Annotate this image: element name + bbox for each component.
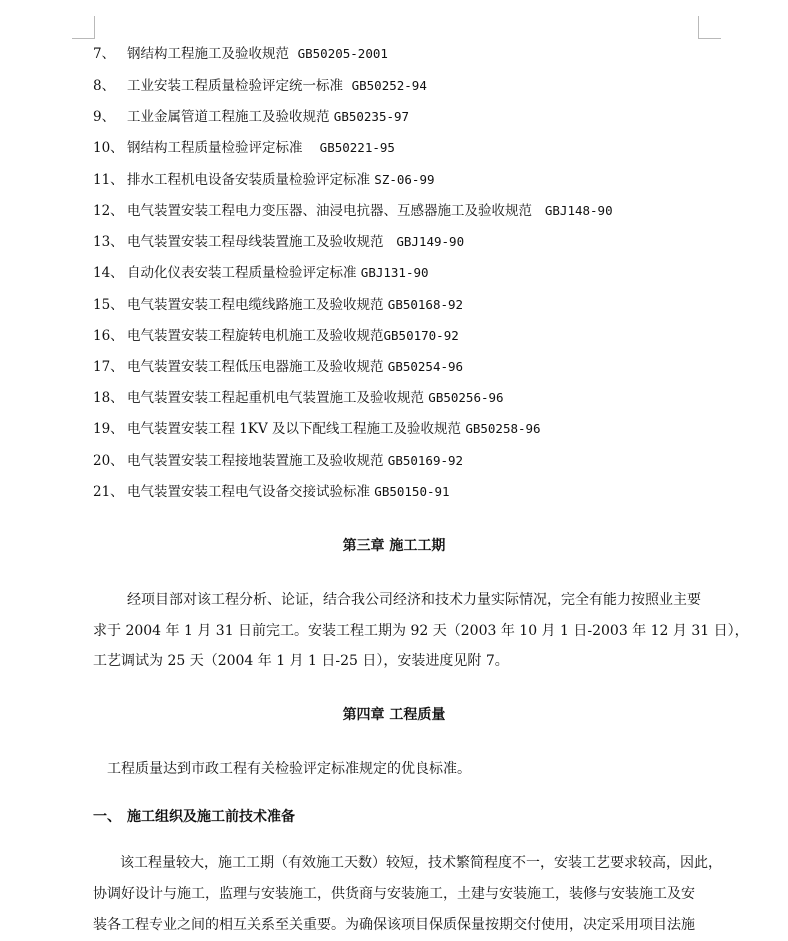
standard-title: 排水工程机电设备安装质量检验评定标准 (127, 172, 370, 188)
standard-code: GBJ148-90 (544, 203, 613, 218)
list-item: 14、 自动化仪表安装工程质量检验评定标准 GBJ131-90 (93, 265, 429, 281)
standard-title: 工业金属管道工程施工及验收规范 (127, 109, 330, 125)
crop-mark-top-right (698, 16, 721, 39)
standard-code: GB50235-97 (333, 109, 410, 124)
standard-title: 电气装置安装工程 1KV 及以下配线工程施工及验收规范 (127, 421, 462, 437)
standard-code: GB50169-92 (387, 453, 464, 468)
list-item: 16、 电气装置安装工程旋转电机施工及验收规范GB50170-92 (93, 328, 459, 344)
list-item: 9、 工业金属管道工程施工及验收规范 GB50235-97 (93, 109, 410, 125)
chapter3-title: 第三章 施工工期 (342, 538, 446, 554)
list-item: 11、 排水工程机电设备安装质量检验评定标准 SZ-06-99 (93, 172, 435, 188)
standard-title: 钢结构工程质量检验评定标准 (127, 140, 303, 156)
paragraph-line: 装各工程专业之间的相互关系至关重要。为确保该项目保质保量按期交付使用，决定采用项目法施 (93, 917, 695, 933)
standard-code: GB50252-94 (351, 78, 427, 93)
list-item: 19、 电气装置安装工程 1KV 及以下配线工程施工及验收规范 GB50258-96 (93, 421, 541, 437)
standard-title: 电气装置安装工程电缆线路施工及验收规范 (127, 297, 384, 313)
standard-title: 电气装置安装工程起重机电气装置施工及验收规范 (127, 390, 424, 406)
paragraph-line: 工艺调试为 25 天（2004 年 1 月 1 日-25 日），安装进度见附 7。 (93, 653, 509, 669)
chapter4-title: 第四章 工程质量 (342, 707, 446, 723)
list-item: 10、 钢结构工程质量检验评定标准 GB50221-95 (93, 140, 395, 156)
standard-code: GB50205-2001 (297, 46, 388, 61)
standard-code: GB50256-96 (428, 390, 504, 405)
standard-title: 电气装置安装工程电力变压器、油浸电抗器、互感器施工及验收规范 (127, 203, 532, 219)
paragraph-line: 求于 2004 年 1 月 31 日前完工。安装工程工期为 92 天（2003 年 10 月 1 日-2003 年 12 月 31 日）， (93, 623, 749, 639)
list-item: 17、 电气装置安装工程低压电器施工及验收规范 GB50254-96 (93, 359, 464, 375)
standard-code: GB50170-92 (383, 328, 459, 343)
list-item: 15、 电气装置安装工程电缆线路施工及验收规范 GB50168-92 (93, 297, 464, 313)
paragraph-line: 该工程量较大，施工工期（有效施工天数）较短，技术繁简程度不一，安装工艺要求较高，因此， (120, 855, 722, 871)
list-item: 8、 工业安装工程质量检验评定统一标准 GB50252-94 (93, 78, 427, 94)
standard-code: GB50150-91 (374, 484, 450, 499)
list-item: 13、 电气装置安装工程母线装置施工及验收规范 GBJ149-90 (93, 234, 465, 250)
standard-title: 电气装置安装工程低压电器施工及验收规范 (127, 359, 384, 375)
list-item: 21、 电气装置安装工程电气设备交接试验标准 GB50150-91 (93, 484, 450, 500)
chapter4-paragraph: 工程质量达到市政工程有关检验评定标准规定的优良标准。 (107, 761, 471, 777)
list-item: 12、 电气装置安装工程电力变压器、油浸电抗器、互感器施工及验收规范 GBJ148-90 (93, 203, 613, 219)
standard-title: 电气装置安装工程接地装置施工及验收规范 (127, 453, 384, 469)
standard-title: 电气装置安装工程电气设备交接试验标准 (127, 484, 370, 500)
standard-title: 自动化仪表安装工程质量检验评定标准 (127, 265, 357, 281)
standard-code: GB50258-96 (465, 421, 541, 436)
standard-code: GBJ149-90 (396, 234, 465, 249)
list-item: 7、 钢结构工程施工及验收规范 GB50205-2001 (93, 46, 388, 62)
list-item: 18、 电气装置安装工程起重机电气装置施工及验收规范 GB50256-96 (93, 390, 504, 406)
standard-title: 钢结构工程施工及验收规范 (127, 46, 289, 62)
standard-code: SZ-06-99 (374, 172, 435, 187)
crop-mark-top-left (72, 16, 95, 39)
standard-code: GBJ131-90 (360, 265, 429, 280)
section-heading: 一、 施工组织及施工前技术准备 (93, 809, 295, 825)
standard-title: 电气装置安装工程旋转电机施工及验收规范 (127, 328, 384, 344)
paragraph-line: 经项目部对该工程分析、论证，结合我公司经济和技术力量实际情况，完全有能力按照业主要 (127, 592, 701, 608)
paragraph-line: 协调好设计与施工，监理与安装施工，供货商与安装施工，土建与安装施工，装修与安装施工及安 (93, 886, 695, 902)
section-title: 施工组织及施工前技术准备 (127, 809, 295, 825)
standard-code: GB50221-95 (319, 140, 395, 155)
standard-code: GB50254-96 (387, 359, 464, 374)
standard-title: 电气装置安装工程母线装置施工及验收规范 (127, 234, 384, 250)
list-item: 20、 电气装置安装工程接地装置施工及验收规范 GB50169-92 (93, 453, 464, 469)
standard-title: 工业安装工程质量检验评定统一标准 (127, 78, 343, 94)
standard-code: GB50168-92 (387, 297, 464, 312)
